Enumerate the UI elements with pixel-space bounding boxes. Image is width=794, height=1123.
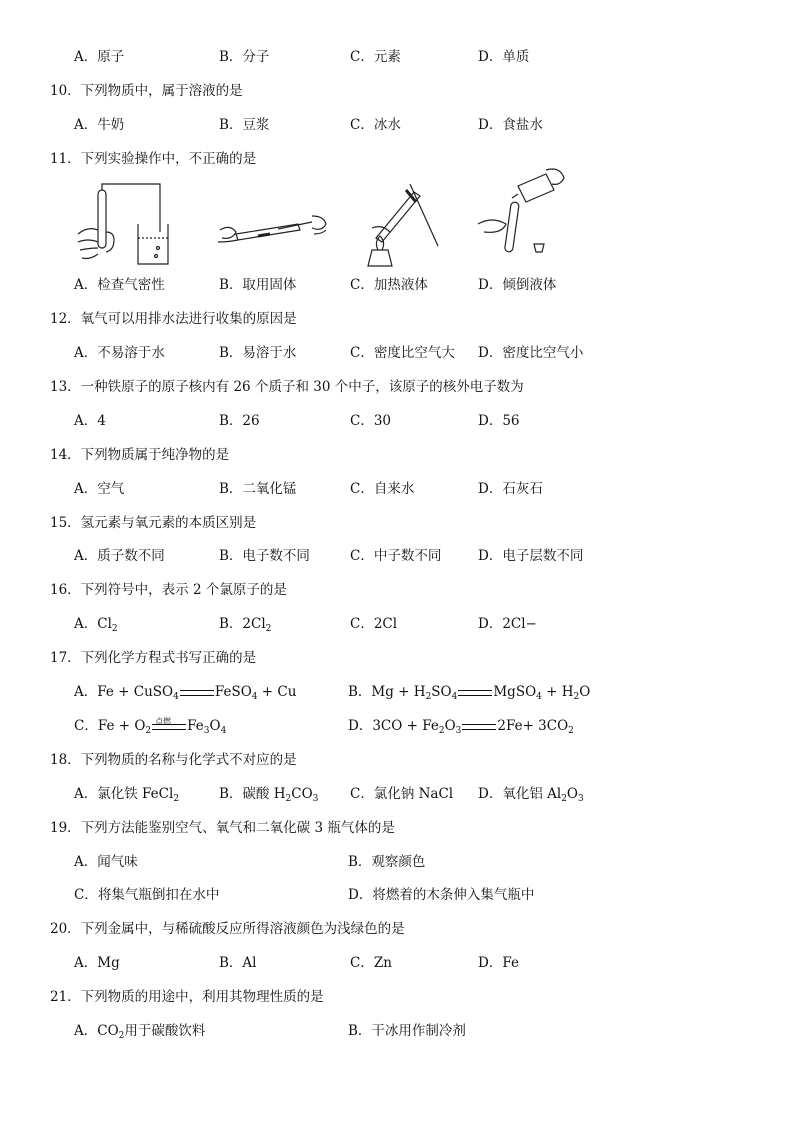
q10-option-d: D．食盐水 xyxy=(478,117,543,133)
q15-option-d: D．电子层数不同 xyxy=(478,548,584,564)
equals-sign xyxy=(462,724,496,730)
q21-option-b: B．干冰用作制冷剂 xyxy=(348,1023,466,1039)
q15-option-a: A．质子数不同 xyxy=(74,548,165,564)
equals-sign xyxy=(180,690,214,696)
q20-option-c: C．Zn xyxy=(350,955,392,971)
q20-option-a: A．Mg xyxy=(74,955,120,971)
q12-option-d: D．密度比空气小 xyxy=(478,345,584,361)
q11-option-d: D．倾倒液体 xyxy=(478,277,557,293)
q9-option-a: A．原子 xyxy=(74,49,125,65)
q13-option-b: B．26 xyxy=(219,413,260,429)
figure-taking-solid xyxy=(218,182,330,267)
q17-option-a: A．Fe + CuSO$_4$ FeSO$_4$ + Cu xyxy=(74,684,297,702)
q17-option-b: B．$Mg + H_2SO_4$ MgSO$_4$ + $H_2O$ xyxy=(348,684,591,702)
q13-option-a: A．4 xyxy=(74,413,106,429)
q12-option-a: A．不易溶于水 xyxy=(74,345,165,361)
q19-option-a: A．闻气味 xyxy=(74,854,138,870)
q17-option-d: D．$3CO + Fe_2O_3$ $2Fe+ 3CO_2$ xyxy=(348,718,574,736)
q18-option-c: C．氯化钠 NaCl xyxy=(350,786,454,802)
q9-option-c: C．元素 xyxy=(350,49,401,65)
q16-option-d: D．2Cl− xyxy=(478,616,537,632)
equals-sign xyxy=(152,716,186,730)
q21-stem: 21．下列物质的用途中，利用其物理性质的是 xyxy=(50,989,324,1005)
q13-stem: 13．一种铁原子的原子核内有 26 个质子和 30 个中子，该原子的核外电子数为 xyxy=(50,379,524,395)
q20-option-b: B．Al xyxy=(219,955,257,971)
q12-stem: 12．氧气可以用排水法进行收集的原因是 xyxy=(50,311,297,327)
q17-option-c: C．$Fe + O_2$ 点燃 $Fe_3O_4$ xyxy=(74,717,226,735)
q21-option-a: A．$CO_2$用于碳酸饮料 xyxy=(74,1023,206,1041)
figure-heating-liquid xyxy=(352,182,442,267)
q11-option-c: C．加热液体 xyxy=(350,277,428,293)
q11-option-b: B．取用固体 xyxy=(219,277,297,293)
q20-option-d: D．Fe xyxy=(478,955,519,971)
q17-stem: 17．下列化学方程式书写正确的是 xyxy=(50,650,257,666)
q15-option-c: C．中子数不同 xyxy=(350,548,442,564)
q18-option-d: D．氧化铝 $Al_2O_3$ xyxy=(478,786,584,804)
q19-stem: 19．下列方法能鉴别空气、氧气和二氧化碳 3 瓶气体的是 xyxy=(50,820,395,836)
q11-stem: 11．下列实验操作中，不正确的是 xyxy=(50,151,257,167)
q14-stem: 14．下列物质属于纯净物的是 xyxy=(50,447,230,463)
q14-option-a: A．空气 xyxy=(74,481,125,497)
q19-option-b: B．观察颜色 xyxy=(348,854,426,870)
q13-option-d: D．56 xyxy=(478,413,520,429)
q15-option-b: B．电子数不同 xyxy=(219,548,310,564)
q18-option-b: B．碳酸 $H_2CO_3$ xyxy=(219,786,319,804)
q14-option-c: C．自来水 xyxy=(350,481,415,497)
q16-option-a: A．$Cl_2$ xyxy=(74,616,118,634)
q16-option-c: C．2Cl xyxy=(350,616,398,632)
q12-option-b: B．易溶于水 xyxy=(219,345,297,361)
q18-stem: 18．下列物质的名称与化学式不对应的是 xyxy=(50,752,297,768)
q10-option-a: A．牛奶 xyxy=(74,117,125,133)
q11-option-a: A．检查气密性 xyxy=(74,277,165,293)
equals-sign xyxy=(458,690,492,696)
figure-airtightness-check xyxy=(72,182,172,267)
q9-option-b: B．分子 xyxy=(219,49,270,65)
q19-option-d: D．将燃着的木条伸入集气瓶中 xyxy=(348,887,535,903)
q14-option-d: D．石灰石 xyxy=(478,481,543,497)
figure-pouring-liquid xyxy=(474,166,574,266)
q13-option-c: C．30 xyxy=(350,413,392,429)
q20-stem: 20．下列金属中，与稀硫酸反应所得溶液颜色为浅绿色的是 xyxy=(50,921,405,937)
q16-stem: 16．下列符号中，表示 2 个氯原子的是 xyxy=(50,582,287,598)
q10-option-c: C．冰水 xyxy=(350,117,401,133)
reaction-condition: 点燃 xyxy=(155,716,172,726)
q9-option-d: D．单质 xyxy=(478,49,530,65)
q10-stem: 10．下列物质中，属于溶液的是 xyxy=(50,83,243,99)
q14-option-b: B．二氧化锰 xyxy=(219,481,297,497)
q12-option-c: C．密度比空气大 xyxy=(350,345,455,361)
q10-option-b: B．豆浆 xyxy=(219,117,270,133)
q18-option-a: A．氯化铁 FeCl$_2$ xyxy=(74,786,180,804)
q16-option-b: B．$2Cl_2$ xyxy=(219,616,272,634)
q19-option-c: C．将集气瓶倒扣在水中 xyxy=(74,887,220,903)
q15-stem: 15．氢元素与氧元素的本质区别是 xyxy=(50,515,257,531)
